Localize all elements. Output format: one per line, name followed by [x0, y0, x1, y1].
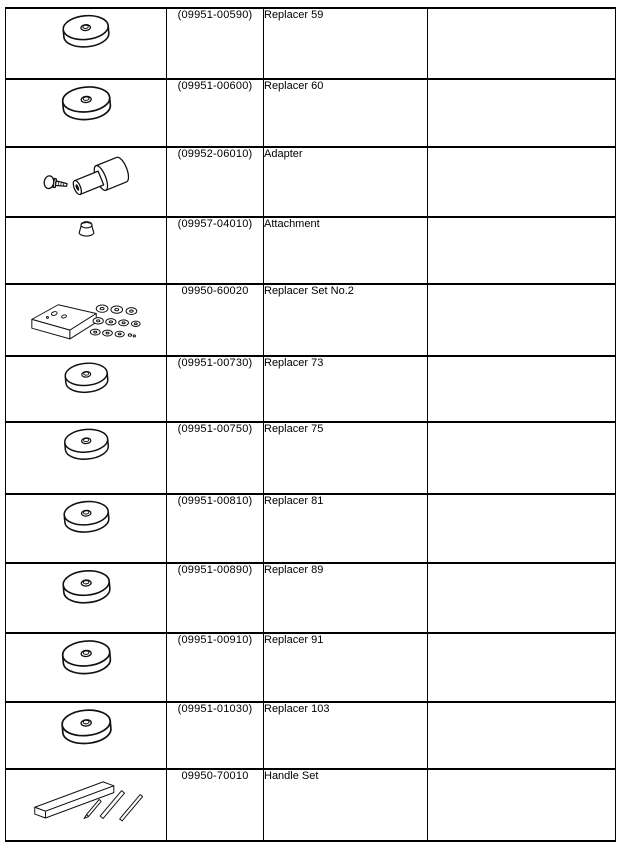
- adapter-screw-illustration: [33, 148, 139, 202]
- part-description: Attachment: [264, 218, 320, 230]
- part-number: (09957-04010): [177, 218, 253, 230]
- part-description: Replacer 73: [264, 357, 324, 369]
- part-description: Replacer 59: [264, 9, 324, 21]
- illustration-cell: [6, 79, 167, 147]
- part-description: Replacer Set No.2: [264, 285, 354, 297]
- description-cell: [264, 356, 428, 422]
- part-description: Replacer 60: [264, 80, 324, 92]
- table-row: [6, 356, 616, 422]
- illustration-cell: [6, 494, 167, 563]
- notes-cell: [428, 422, 616, 494]
- table-row: [6, 494, 616, 563]
- illustration-cell: [6, 702, 167, 769]
- part-number-cell: [167, 633, 264, 702]
- notes-cell: [428, 147, 616, 217]
- part-description: Replacer 81: [264, 495, 324, 507]
- part-number-cell: [167, 8, 264, 79]
- illustration-cell: [6, 563, 167, 633]
- illustration-cell: [6, 769, 167, 841]
- part-number: (09951-00730): [177, 357, 253, 369]
- table-row: [6, 422, 616, 494]
- notes-cell: [428, 494, 616, 563]
- part-number: (09951-00890): [177, 564, 253, 576]
- notes-cell: [428, 217, 616, 284]
- replacer-disc-illustration: [58, 495, 115, 538]
- table-row: [6, 79, 616, 147]
- part-number-cell: [167, 217, 264, 284]
- replacer-disc-illustration: [57, 564, 116, 609]
- part-description: Replacer 103: [264, 703, 330, 715]
- part-number-cell: [167, 769, 264, 841]
- part-number: (09951-00750): [177, 423, 253, 435]
- table-row: [6, 217, 616, 284]
- part-number-cell: [167, 147, 264, 217]
- part-number-cell: [167, 356, 264, 422]
- part-number-cell: [167, 494, 264, 563]
- replacer-disc-illustration: [55, 703, 118, 750]
- part-description: Replacer 75: [264, 423, 324, 435]
- notes-cell: [428, 8, 616, 79]
- part-number: (09951-00810): [177, 495, 253, 507]
- attachment-cap-illustration: [74, 218, 99, 239]
- part-number: (09951-01030): [177, 703, 253, 715]
- notes-cell: [428, 284, 616, 356]
- table-row: [6, 284, 616, 356]
- description-cell: [264, 8, 428, 79]
- table-row: [6, 563, 616, 633]
- description-cell: [264, 147, 428, 217]
- replacer-disc-illustration: [59, 423, 114, 465]
- description-cell: [264, 494, 428, 563]
- notes-cell: [428, 563, 616, 633]
- description-cell: [264, 79, 428, 147]
- part-description: Replacer 89: [264, 564, 324, 576]
- replacer-disc-illustration: [56, 80, 117, 126]
- illustration-cell: [6, 284, 167, 356]
- part-number-cell: [167, 422, 264, 494]
- handle-set-illustration: [25, 770, 147, 825]
- description-cell: [264, 563, 428, 633]
- notes-cell: [428, 79, 616, 147]
- part-number: 09950-60020: [181, 285, 249, 297]
- table-row: [6, 147, 616, 217]
- part-number: (09951-00600): [177, 80, 253, 92]
- table-row: [6, 702, 616, 769]
- description-cell: [264, 284, 428, 356]
- replacer-disc-illustration: [57, 9, 115, 53]
- part-description: Adapter: [264, 148, 303, 160]
- table-row: [6, 769, 616, 841]
- notes-cell: [428, 633, 616, 702]
- part-description: Replacer 91: [264, 634, 324, 646]
- part-number-cell: [167, 284, 264, 356]
- part-number: (09951-00910): [177, 634, 253, 646]
- description-cell: [264, 422, 428, 494]
- description-cell: [264, 769, 428, 841]
- description-cell: [264, 633, 428, 702]
- replacer-set-illustration: [25, 285, 147, 344]
- part-number-cell: [167, 702, 264, 769]
- part-number-cell: [167, 563, 264, 633]
- part-number: (09952-06010): [177, 148, 253, 160]
- replacer-disc-illustration: [60, 357, 113, 398]
- replacer-disc-illustration: [56, 634, 117, 680]
- notes-cell: [428, 356, 616, 422]
- table-row: [6, 8, 616, 79]
- table-row: [6, 633, 616, 702]
- illustration-cell: [6, 356, 167, 422]
- part-description: Handle Set: [264, 770, 319, 782]
- part-number-cell: [167, 79, 264, 147]
- part-number: (09951-00590): [177, 9, 253, 21]
- illustration-cell: [6, 422, 167, 494]
- notes-cell: [428, 769, 616, 841]
- illustration-cell: [6, 633, 167, 702]
- part-number: 09950-70010: [181, 770, 249, 782]
- sst-parts-table: [5, 7, 616, 842]
- description-cell: [264, 217, 428, 284]
- illustration-cell: [6, 147, 167, 217]
- notes-cell: [428, 702, 616, 769]
- description-cell: [264, 702, 428, 769]
- illustration-cell: [6, 217, 167, 284]
- illustration-cell: [6, 8, 167, 79]
